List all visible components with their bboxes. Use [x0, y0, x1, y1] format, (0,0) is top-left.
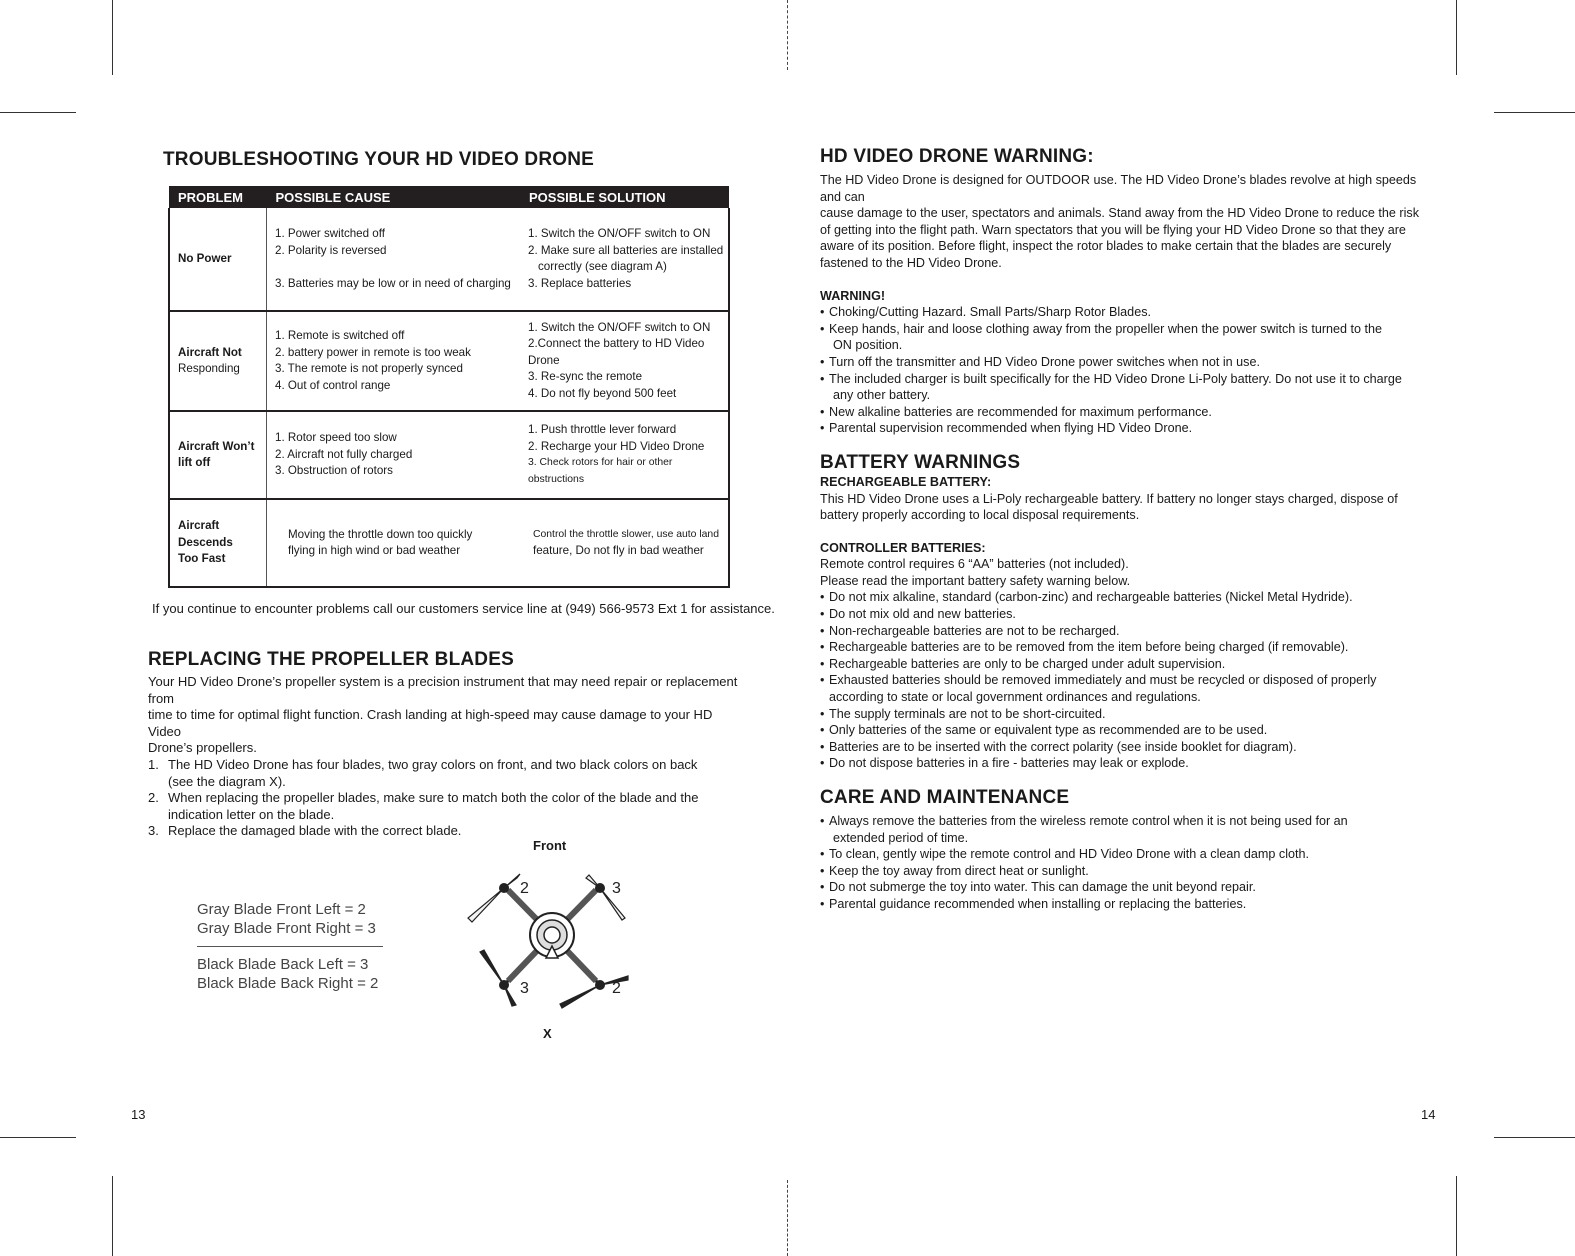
list-item-text: ON position. — [833, 338, 903, 353]
list-item-text: • Always remove the batteries from the wireless remote control when it is not being used for an — [829, 814, 1348, 828]
list-item — [148, 790, 748, 823]
rechargeable-line: battery properly according to local disposal requirements. — [820, 508, 1140, 523]
problem-label: Descends — [178, 535, 233, 549]
list-item — [820, 739, 1440, 756]
list-item — [820, 813, 1440, 846]
step-number: 3. — [148, 823, 159, 839]
list-item-text: according to state or local government ordinances and regulations. — [829, 690, 1201, 705]
list-item-text: • Turn off the transmitter and HD Video Drone power switches when not in use. — [829, 354, 1260, 369]
list-item-text: • Do not dispose batteries in a fire - batteries may leak or explode. — [829, 756, 1189, 771]
step-text: When replacing the propeller blades, make sure to match both the color of the blade and the — [168, 790, 699, 806]
step-number: 1. — [148, 756, 159, 772]
crop-mark — [0, 112, 76, 113]
fold-mark — [787, 1180, 788, 1256]
cause-item: 4. Out of control range — [275, 378, 391, 392]
list-item-text: • Parental guidance recommended when installing or replacing the batteries. — [829, 896, 1247, 911]
diagram-caption: X — [543, 1026, 552, 1041]
solution-item: 2.Connect the battery to HD Video Drone — [528, 337, 705, 367]
intro-line: time to time for optimal flight function. Crash landing at high-speed may cause damage to your HD Video — [148, 707, 713, 739]
problem-cell — [169, 499, 267, 587]
solution-item: 1. Switch the ON/OFF switch to ON — [528, 227, 711, 240]
list-item — [820, 606, 1440, 623]
list-item-text: any other battery. — [833, 388, 931, 403]
list-item-text: extended period of time. — [833, 830, 969, 845]
solution-item: Control the throttle slower, use auto land — [533, 528, 719, 540]
solution-item: feature, Do not fly in bad weather — [533, 544, 704, 557]
battery-list — [820, 589, 1440, 772]
list-item — [820, 722, 1440, 739]
controller-line: Please read the important battery safety warning below. — [820, 573, 1131, 588]
list-item-text: • New alkaline batteries are recommended for maximum performance. — [829, 404, 1212, 419]
header-problem: PROBLEM — [169, 186, 267, 208]
list-item-text: • Rechargeable batteries are to be removed from the item before being charged (if removable). — [829, 640, 1349, 655]
right-page-content — [820, 146, 1440, 913]
solution-cell — [520, 499, 729, 587]
legend-item: Gray Blade Front Left = 2 — [197, 901, 366, 918]
list-item-text: • Non-rechargeable batteries are not to be recharged. — [829, 623, 1120, 638]
solution-item: 3. Check rotors for hair or other obstructions — [528, 457, 673, 485]
list-item-text: • Keep the toy away from direct heat or sunlight. — [829, 863, 1089, 878]
page-number-left: 13 — [131, 1107, 146, 1122]
intro-line: Drone’s propellers. — [148, 740, 257, 756]
list-item-text: • Do not mix old and new batteries. — [829, 607, 1016, 622]
cause-item: 1. Remote is switched off — [275, 329, 405, 342]
propeller-steps — [148, 757, 748, 840]
problem-label: Aircraft Won’t — [178, 439, 255, 453]
list-item-text: • Batteries are to be inserted with the correct polarity (see inside booklet for diagram). — [829, 739, 1297, 754]
legend-item: Gray Blade Front Right = 3 — [197, 920, 376, 937]
cause-cell — [267, 499, 521, 587]
cause-item: 2. battery power in remote is too weak — [275, 345, 471, 359]
problem-label: No Power — [178, 251, 232, 265]
cause-item: 2. Aircraft not fully charged — [275, 447, 413, 461]
solution-cell — [520, 311, 729, 411]
crop-mark — [1494, 112, 1575, 113]
warning-intro-line: of getting into the flight path. Warn spectators that you will be flying your HD Video Drone so that they are — [820, 222, 1406, 237]
fold-mark — [787, 0, 788, 70]
cause-item: flying in high wind or bad weather — [288, 544, 461, 557]
list-item-text: • The supply terminals are not to be short-circuited. — [829, 706, 1106, 721]
step-text: indication letter on the blade. — [168, 806, 335, 822]
warning-intro-line: cause damage to the user, spectators and animals. Stand away from the HD Video Drone to reduce the risk — [820, 206, 1419, 221]
table-header-row — [169, 186, 729, 208]
solution-item: 2. Make sure all batteries are installed — [528, 243, 724, 257]
problem-label: Responding — [178, 362, 240, 375]
warning-intro-line: aware of its position. Before flight, inspect the rotor blades to make certain that the blades are securely — [820, 239, 1392, 254]
list-item — [820, 321, 1440, 354]
blade-number-back-right: 2 — [612, 980, 621, 997]
table-row — [169, 499, 729, 587]
crop-mark — [1456, 1176, 1457, 1256]
legend-item: Black Blade Back Right = 2 — [197, 975, 379, 992]
problem-label: Aircraft Not — [178, 345, 242, 359]
diagram-front-label: Front — [533, 838, 567, 853]
cause-cell — [267, 311, 521, 411]
controller-line: Remote control requires 6 “AA” batteries (not included). — [820, 557, 1129, 572]
solution-cell — [520, 208, 729, 311]
care-title: CARE AND MAINTENANCE — [820, 787, 1070, 808]
legend-item: Black Blade Back Left = 3 — [197, 956, 369, 973]
list-item — [820, 846, 1440, 863]
rechargeable-line: This HD Video Drone uses a Li-Poly rechargeable battery. If battery no longer stays charged, dispose of — [820, 491, 1398, 506]
rechargeable-label: RECHARGEABLE BATTERY: — [820, 474, 992, 489]
warning-label: WARNING! — [820, 288, 886, 303]
solution-item: correctly (see diagram A) — [538, 260, 667, 273]
list-item — [148, 757, 748, 790]
cause-cell — [267, 208, 521, 311]
crop-mark — [1456, 0, 1457, 75]
blade-number-front-right: 3 — [612, 880, 621, 897]
solution-cell — [520, 411, 729, 499]
propeller-intro — [148, 674, 748, 840]
list-item — [820, 404, 1440, 421]
contact-note: If you continue to encounter problems call our customers service line at (949) 566-9573 Ext 1 for assistance. — [152, 601, 775, 616]
controller-label: CONTROLLER BATTERIES: — [820, 540, 986, 555]
cause-item: 1. Power switched off — [275, 227, 385, 240]
list-item-text: • Only batteries of the same or equivalent type as recommended are to be used. — [829, 723, 1268, 738]
list-item — [820, 420, 1440, 437]
blade-number-back-left: 3 — [520, 980, 529, 997]
table-row — [169, 208, 729, 311]
list-item-text: • Exhausted batteries should be removed immediately and must be recycled or disposed of properly — [829, 673, 1377, 688]
problem-label: Aircraft — [178, 519, 220, 533]
list-item-text: • The included charger is built specifically for the HD Video Drone Li-Poly battery. Do not use it to charge — [829, 371, 1402, 386]
rechargeable-text — [820, 491, 1440, 524]
list-item — [820, 879, 1440, 896]
drone-diagram — [462, 860, 642, 1020]
list-item-text: • Parental supervision recommended when flying HD Video Drone. — [829, 421, 1193, 436]
table-row — [169, 411, 729, 499]
list-item — [820, 706, 1440, 723]
problem-label: lift off — [178, 456, 211, 469]
intro-line: Your HD Video Drone’s propeller system is a precision instrument that may need repair or replacement from — [148, 674, 738, 706]
header-cause: POSSIBLE CAUSE — [267, 186, 521, 208]
care-list — [820, 813, 1440, 913]
list-item-text: • Do not submerge the toy into water. This can damage the unit beyond repair. — [829, 880, 1256, 895]
warning-list — [820, 304, 1440, 437]
crop-mark — [0, 1137, 76, 1138]
blade-legend — [197, 900, 383, 993]
list-item — [820, 304, 1440, 321]
cause-item: 3. Batteries may be low or in need of charging — [275, 276, 511, 290]
solution-item: 1. Push throttle lever forward — [528, 423, 677, 436]
problem-cell — [169, 208, 267, 311]
table-row — [169, 311, 729, 411]
controller-text — [820, 556, 1440, 589]
blade-number-front-left: 2 — [520, 880, 529, 897]
cause-item: Moving the throttle down too quickly — [288, 527, 473, 541]
crop-mark — [1494, 1137, 1575, 1138]
solution-item: 3. Re-sync the remote — [528, 370, 643, 384]
list-item — [820, 371, 1440, 404]
solution-item: 2. Recharge your HD Video Drone — [528, 439, 705, 453]
cause-cell — [267, 411, 521, 499]
step-text: The HD Video Drone has four blades, two gray colors on front, and two black colors on back — [168, 756, 698, 772]
warning-intro-line: fastened to the HD Video Drone. — [820, 255, 1002, 270]
list-item — [820, 589, 1440, 606]
propeller-title: REPLACING THE PROPELLER BLADES — [148, 649, 514, 670]
list-item — [820, 639, 1440, 656]
list-item — [820, 863, 1440, 880]
cause-item: 3. Obstruction of rotors — [275, 464, 393, 478]
problem-label: Too Fast — [178, 552, 226, 566]
list-item-text: • Do not mix alkaline, standard (carbon-zinc) and rechargeable batteries (Nickel Metal Hydride). — [829, 590, 1353, 605]
crop-mark — [112, 0, 113, 75]
list-item — [820, 896, 1440, 913]
troubleshooting-table — [168, 186, 730, 588]
problem-cell — [169, 411, 267, 499]
cause-spacer — [275, 259, 520, 276]
solution-item: 3. Replace batteries — [528, 276, 632, 290]
battery-title: BATTERY WARNINGS — [820, 451, 1021, 473]
cause-item: 2. Polarity is reversed — [275, 243, 387, 257]
list-item-text: • Rechargeable batteries are only to be charged under adult supervision. — [829, 656, 1226, 671]
list-item — [820, 656, 1440, 673]
list-item-text: • To clean, gently wipe the remote control and HD Video Drone with a clean damp cloth. — [829, 847, 1309, 862]
problem-cell — [169, 311, 267, 411]
solution-item: 4. Do not fly beyond 500 feet — [528, 386, 677, 400]
list-item — [820, 672, 1440, 705]
list-item — [820, 354, 1440, 371]
list-item — [820, 755, 1440, 772]
list-item-text: • Choking/Cutting Hazard. Small Parts/Sharp Rotor Blades. — [829, 305, 1151, 320]
solution-item: 1. Switch the ON/OFF switch to ON — [528, 320, 711, 334]
legend-divider — [197, 946, 383, 947]
warning-intro-line: The HD Video Drone is designed for OUTDOOR use. The HD Video Drone’s blades revolve at high speeds and can — [820, 173, 1417, 204]
warning-title: HD VIDEO DRONE WARNING: — [820, 146, 1094, 167]
step-number: 2. — [148, 790, 159, 806]
header-solution: POSSIBLE SOLUTION — [520, 186, 729, 208]
troubleshooting-title: TROUBLESHOOTING YOUR HD VIDEO DRONE — [163, 149, 595, 170]
list-item — [148, 823, 748, 840]
warning-intro — [820, 172, 1440, 272]
crop-mark — [112, 1176, 113, 1256]
list-item — [820, 623, 1440, 640]
cause-item: 1. Rotor speed too slow — [275, 431, 397, 445]
list-item-text: • Keep hands, hair and loose clothing away from the propeller when the power switch is turned to the — [829, 321, 1383, 336]
step-text: (see the diagram X). — [168, 773, 286, 789]
cause-item: 3. The remote is not properly synced — [275, 362, 463, 375]
step-text: Replace the damaged blade with the correct blade. — [168, 823, 462, 839]
page-number-right: 14 — [1421, 1107, 1436, 1122]
